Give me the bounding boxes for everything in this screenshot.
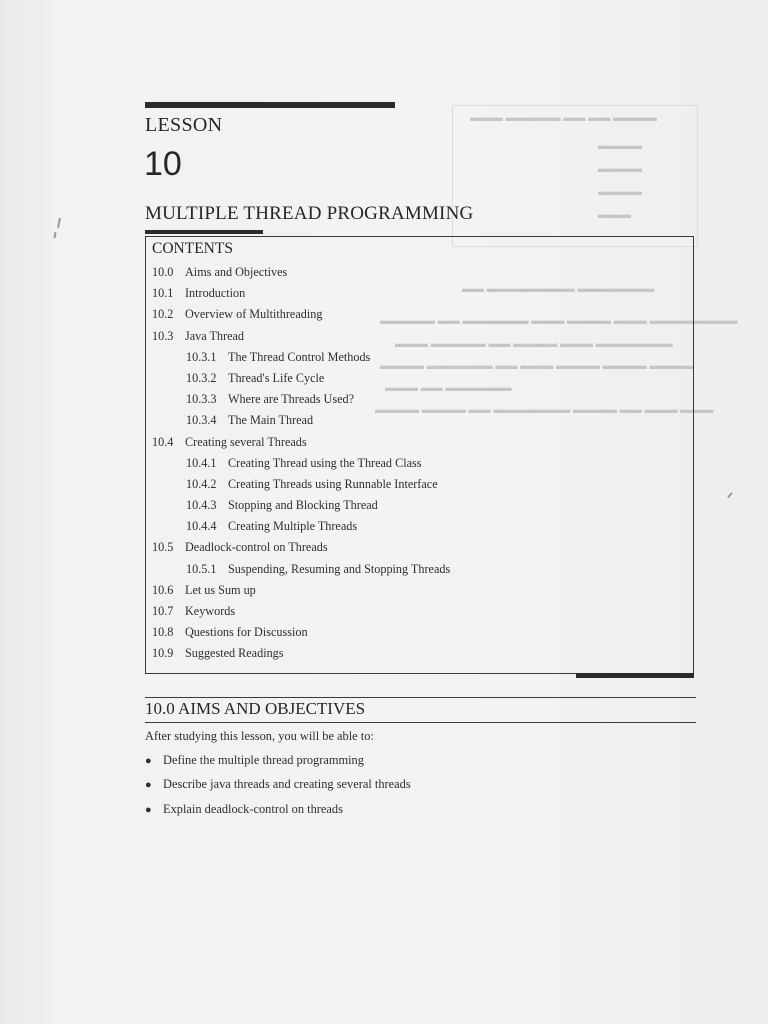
toc-item	[152, 410, 450, 431]
toc-item-title: Suggested Readings	[185, 646, 284, 661]
lesson-label: LESSON	[145, 114, 223, 136]
show-through-text: ▬▬▬ ▬▬ ▬▬▬▬▬▬	[385, 382, 512, 394]
toc-item-title: Creating Threads using Runnable Interface	[228, 476, 438, 491]
show-through-text: ▬▬▬▬	[598, 140, 642, 152]
toc-item-number: 10.3.2	[186, 370, 217, 385]
toc-item-number: 10.2	[152, 307, 174, 322]
toc-item-number: 10.1	[152, 286, 174, 301]
toc-item-number: 10.3	[152, 328, 174, 343]
objective-text: Describe java threads and creating several threads	[163, 777, 411, 792]
show-through-text: ▬▬▬ ▬▬▬▬▬ ▬▬ ▬▬▬▬ ▬▬▬ ▬▬▬▬▬▬▬	[395, 338, 673, 350]
section-rule-bottom	[145, 722, 696, 723]
toc-item	[152, 516, 450, 537]
toc-item-number: 10.4.3	[186, 498, 217, 513]
lesson-number: 10	[144, 145, 182, 183]
show-through-text: ▬▬▬▬ ▬▬▬▬▬▬ ▬▬ ▬▬▬ ▬▬▬▬ ▬▬▬▬ ▬▬▬▬	[380, 360, 694, 372]
objective-item	[145, 774, 411, 798]
toc-item-number: 10.5.1	[186, 561, 217, 576]
lesson-title: MULTIPLE THREAD PROGRAMMING	[145, 203, 474, 224]
toc-item-number: 10.7	[152, 604, 174, 618]
toc-item	[152, 537, 450, 558]
contents-heading: CONTENTS	[152, 240, 233, 257]
toc-item-title: Creating several Threads	[185, 434, 307, 449]
toc-item	[152, 622, 450, 643]
contents-box-bar	[576, 673, 694, 678]
toc-item-number: 10.0	[152, 265, 174, 279]
toc-item-title: Suspending, Resuming and Stopping Threads	[228, 561, 451, 576]
header-rule	[145, 102, 395, 108]
toc-item	[152, 432, 450, 453]
objectives-list	[145, 750, 411, 823]
show-through-text: ▬▬▬▬	[598, 163, 642, 175]
toc-item-title: Where are Threads Used?	[228, 392, 354, 407]
show-through-text: ▬▬▬ ▬▬▬▬▬ ▬▬ ▬▬ ▬▬▬▬	[470, 112, 657, 124]
title-rule	[145, 230, 263, 234]
toc-item-title: Aims and Objectives	[185, 265, 288, 279]
toc-item-title: Deadlock-control on Threads	[185, 540, 328, 555]
toc-item	[152, 347, 450, 368]
toc-item	[152, 559, 450, 580]
section-rule-top	[145, 697, 696, 698]
toc-item-number: 10.5	[152, 540, 174, 555]
toc-item-number: 10.6	[152, 582, 174, 597]
section-intro: After studying this lesson, you will be able to:	[145, 729, 374, 743]
toc-item-number: 10.8	[152, 625, 174, 640]
toc-item-number: 10.4	[152, 434, 174, 449]
toc-item	[152, 495, 450, 516]
toc-item	[152, 283, 450, 304]
show-through-text: ▬▬▬▬▬ ▬▬ ▬▬▬▬▬▬ ▬▬▬ ▬▬▬▬ ▬▬▬ ▬▬▬▬▬▬▬▬	[380, 315, 738, 327]
toc-item	[152, 326, 450, 347]
toc-item	[152, 643, 450, 664]
toc-item	[152, 389, 450, 410]
toc-item	[152, 474, 450, 495]
toc-item-number: 10.9	[152, 646, 174, 661]
toc-item-title: Questions for Discussion	[185, 625, 308, 640]
bullet-icon: ●	[145, 755, 152, 767]
toc-item	[152, 580, 450, 601]
toc-item-title: Creating Thread using the Thread Class	[228, 455, 422, 470]
toc-item-title: Introduction	[185, 286, 246, 301]
toc-item	[152, 453, 450, 474]
toc-item-title: Thread's Life Cycle	[228, 370, 325, 385]
toc-item-title: Keywords	[185, 604, 236, 618]
show-through-box	[452, 105, 698, 247]
toc-item-title: Let us Sum up	[185, 582, 256, 597]
toc-item-title: The Main Thread	[228, 413, 314, 428]
bullet-icon: ●	[145, 779, 152, 792]
toc-item	[152, 601, 450, 622]
show-through-text: ▬▬▬▬ ▬▬▬▬ ▬▬ ▬▬▬▬▬▬▬ ▬▬▬▬ ▬▬ ▬▬▬ ▬▬▬	[375, 404, 714, 416]
table-of-contents	[152, 262, 450, 665]
section-heading: 10.0 AIMS AND OBJECTIVES	[145, 699, 366, 718]
toc-item-title: The Thread Control Methods	[228, 349, 371, 364]
toc-item	[152, 304, 450, 325]
toc-item-number: 10.3.4	[186, 413, 217, 428]
objective-text: Explain deadlock-control on threads	[163, 801, 343, 816]
toc-item-title: Overview of Multithreading	[185, 307, 323, 322]
toc-item-number: 10.4.1	[186, 455, 217, 470]
objective-item	[145, 750, 411, 774]
show-through-text: ▬▬▬	[598, 209, 631, 221]
toc-item-title: Creating Multiple Threads	[228, 519, 358, 534]
objective-item	[145, 799, 411, 823]
toc-item-number: 10.4.4	[186, 519, 217, 534]
objective-text: Define the multiple thread programming	[163, 753, 364, 767]
toc-item-title: Java Thread	[185, 328, 244, 343]
show-through-text: ▬▬▬▬	[598, 186, 642, 198]
show-through-text: ▬▬ ▬▬▬▬▬▬▬▬ ▬▬▬▬▬▬▬	[462, 283, 655, 295]
toc-item-number: 10.3.1	[186, 349, 217, 364]
toc-item	[152, 262, 450, 283]
toc-item-number: 10.4.2	[186, 476, 217, 491]
toc-item	[152, 368, 450, 389]
toc-item-number: 10.3.3	[186, 392, 217, 407]
toc-item-title: Stopping and Blocking Thread	[228, 498, 378, 513]
bullet-icon: ●	[145, 803, 152, 816]
